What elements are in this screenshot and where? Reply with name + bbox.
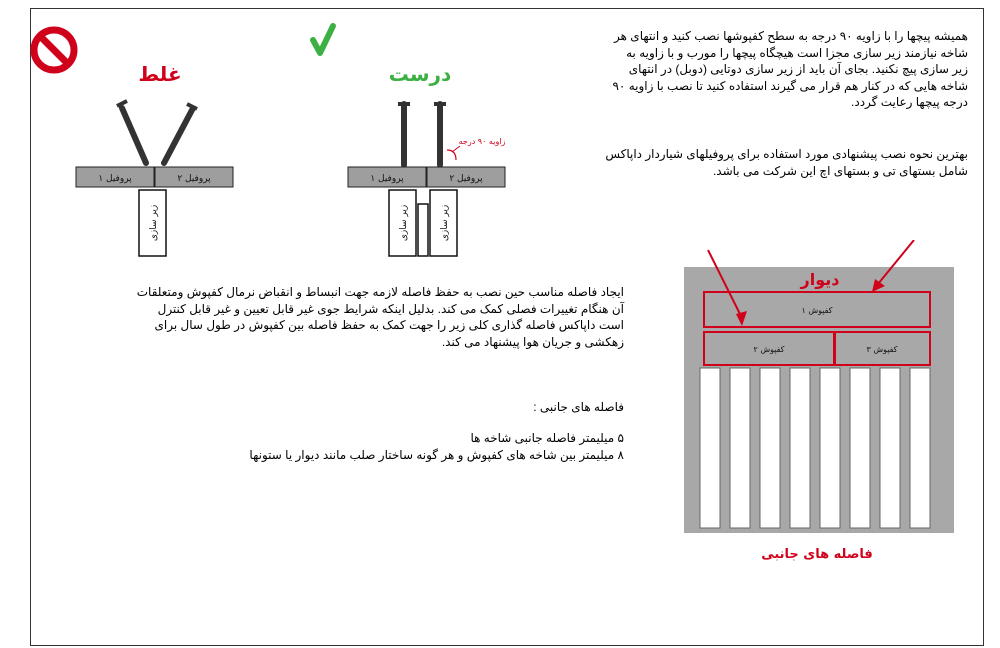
text-line: آن هنگام تغییرات فصلی کمک می کند. بدلیل اینکه شرایط جوی غیر قابل تعیین و غیر قابل کنترل [157, 301, 624, 316]
list-item: ۸ میلیمتر بین شاخه های کفپوش و هر گونه ساختار صلب مانند دیوار یا ستونها [249, 447, 624, 462]
text-line: همیشه پیچها را با زاویه ۹۰ درجه به سطح کفپوشها نصب کنید و انتهای هر [614, 29, 968, 43]
wrong-screw-left [117, 101, 146, 163]
side-gaps-heading [44, 399, 624, 416]
heading-text: فاصله های جانبی : [533, 400, 624, 414]
gap-list [44, 430, 624, 463]
text-line: درجه پیچها رعایت گردد. [851, 95, 968, 109]
right-label: درست [388, 62, 452, 86]
paragraph-top [518, 28, 968, 111]
right-screw-right [434, 104, 446, 165]
right-profile-2-label: پروفیل ۲ [449, 174, 483, 184]
wrong-label: غلط [138, 62, 182, 86]
floor-2-label: کفپوش ۲ [753, 345, 785, 354]
list-item: ۵ میلیمتر فاصله جانبی شاخه ها [470, 431, 624, 445]
wrong-profile-2-label: پروفیل ۲ [177, 174, 211, 184]
wrong-profile-1-label: پروفیل ۱ [98, 174, 132, 184]
angle-pointer [452, 146, 460, 152]
install-diagram [0, 0, 520, 270]
wall-label: دیوار [800, 270, 840, 289]
right-substructure-right-label: زیر سازی [440, 204, 450, 242]
floor-1-label: کفپوش ۱ [801, 306, 833, 315]
text-line: زیر سازی پیچ نکنید. بجای آن باید از زیر سازی دوتایی (دوبل) در انتهای [628, 62, 968, 76]
text-line: شاخه هایی که در کنار هم قرار می گیرند استفاده کنید تا نصب با زاویه ۹۰ [612, 78, 968, 93]
text-line: است داپاکس فاصله گذاری کلی زیر را جهت کمک به حفظ فاصله بین کفپوش در طول سال برای [154, 318, 624, 332]
prohibited-icon [34, 30, 74, 70]
side-gaps-caption: فاصله های جانبی [761, 547, 873, 562]
wrong-substructure-label: زیر سازی [149, 204, 159, 242]
floor-3-label: کفپوش ۳ [866, 345, 898, 354]
text-line: شاخه نیازمند زیر سازی مجزا است هیچگاه پیچها را مورب و با زاویه به [626, 45, 968, 60]
right-substructure-left-label: زیر سازی [399, 204, 409, 242]
text-line: زهکشی و جریان هوا پیشنهاد می کند. [441, 334, 624, 349]
text-line: بهترین نحوه نصب پیشنهادی مورد استفاده برای پروفیلهای شیاردار داپاکس [605, 147, 968, 161]
paragraph-gap [44, 284, 624, 350]
paragraph-best [518, 146, 968, 179]
right-profile-1-label: پروفیل ۱ [370, 174, 404, 184]
angle-arc [447, 150, 456, 160]
wall-diagram [680, 240, 980, 570]
text-line: ایجاد فاصله مناسب حین نصب به حفظ فاصله لازمه جهت انبساط و انقباض نرمال کفپوش ومتعلقات [136, 285, 624, 299]
text-line: شامل بستهای تی و بستهای اچ این شرکت می باشد. [712, 163, 968, 178]
wrong-screw-right [164, 104, 197, 163]
right-substructure-gap [418, 204, 428, 256]
right-screw-left [398, 104, 410, 165]
check-icon [313, 26, 333, 53]
angle-label: زاویه ۹۰ درجه [458, 137, 506, 146]
